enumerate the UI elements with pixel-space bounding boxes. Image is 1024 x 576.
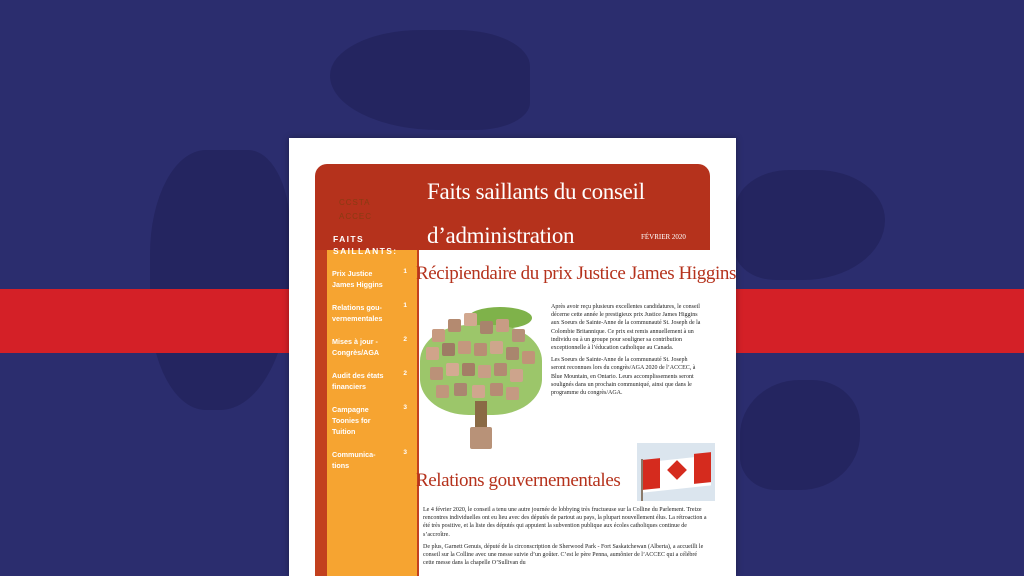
toc-item-page: 3: [403, 449, 407, 456]
paragraph: Le 4 février 2020, le conseil a tenu une autre journée de lobbying très fructueuse sur la Colline du Parlement. Treize rencontres individuelles ont eu lieu avec des députés de partout au pays, la plupart nouvellement élus. La rétroaction a été très positive, et la liste des députés qui appuient la subvention publique aux écoles catholiques continue de s’accroître.: [423, 507, 707, 538]
toc-item-label: Communica-tions: [332, 450, 376, 470]
toc-item-page: 1: [403, 302, 407, 309]
toc-item-label: Campagne Toonies for Tuition: [332, 405, 371, 436]
org-acronym-en: CCSTA: [339, 198, 371, 207]
paragraph: De plus, Garnett Genuis, député de la circonscription de Sherwood Park - Fort Saskatchewan (Alberta), a accueilli le conseil sur la Colline avec une messe suivie d’un goûter. C’est le père Penna, aumônier de l’ACCEC qui a célébré cette messe dans la chapelle O’Sullivan du: [423, 543, 704, 567]
article-title-award: Récipiendaire du prix Justice James Higgins: [416, 263, 736, 284]
toc-item-label: Audit des états financiers: [332, 371, 384, 391]
org-acronyms: [339, 196, 372, 224]
toc-item[interactable]: [332, 449, 407, 471]
paragraph: Après avoir reçu plusieurs excellentes candidatures, le conseil décerne cette année le prestigieux prix Justice James Higgins aux Soeurs de Sainte-Anne de la communauté St. Joseph de la Colombie Britannique. Ce prix est remis annuellement à un individu ou à un groupe pour souligner sa contribution exceptionnelle à l’éducation catholique au Canada.: [551, 304, 701, 352]
paragraph: Les Soeurs de Sainte-Anne de la communauté St. Joseph seront reconnues lors du congrès/AGA 2020 de l’ACCEC, à Blue Mountain, en Ontario. Leurs accomplissements seront soulignés dans un prochain communiqué, ainsi que dans le programme du congrès/AGA.: [551, 357, 696, 397]
article-title-government: Relations gouvernementales: [416, 470, 621, 491]
toc-item[interactable]: [332, 370, 407, 392]
map-silhouette: [735, 170, 885, 280]
newsletter-title: Faits saillants du conseil d’administration: [427, 179, 645, 248]
toc-item[interactable]: [332, 336, 407, 358]
article-award-body: [551, 303, 703, 401]
toc-item[interactable]: [332, 268, 407, 290]
toc-item-page: 2: [403, 336, 407, 343]
toc-item-label: Relations gou-vernementales: [332, 303, 383, 323]
toc-item-label: Mises à jour - Congrès/AGA: [332, 337, 380, 357]
issue-date: FÉVRIER 2020: [641, 233, 686, 241]
map-silhouette: [740, 380, 860, 490]
newsletter-page: [289, 138, 736, 576]
org-acronym-fr: ACCEC: [339, 212, 373, 221]
toc-item-label: Prix Justice James Higgins: [332, 269, 383, 289]
table-of-contents: [332, 268, 407, 483]
map-silhouette: [330, 30, 530, 130]
highlights-heading: FAITS SAILLANTS:: [333, 234, 398, 256]
map-silhouette: [150, 150, 290, 410]
sisters-photo-tree: [420, 301, 542, 449]
toc-item[interactable]: [332, 404, 407, 437]
toc-item-page: 2: [403, 370, 407, 377]
toc-item-page: 3: [403, 404, 407, 411]
toc-item-page: 1: [403, 268, 407, 275]
toc-item[interactable]: [332, 302, 407, 324]
article-government-body: [423, 506, 707, 571]
